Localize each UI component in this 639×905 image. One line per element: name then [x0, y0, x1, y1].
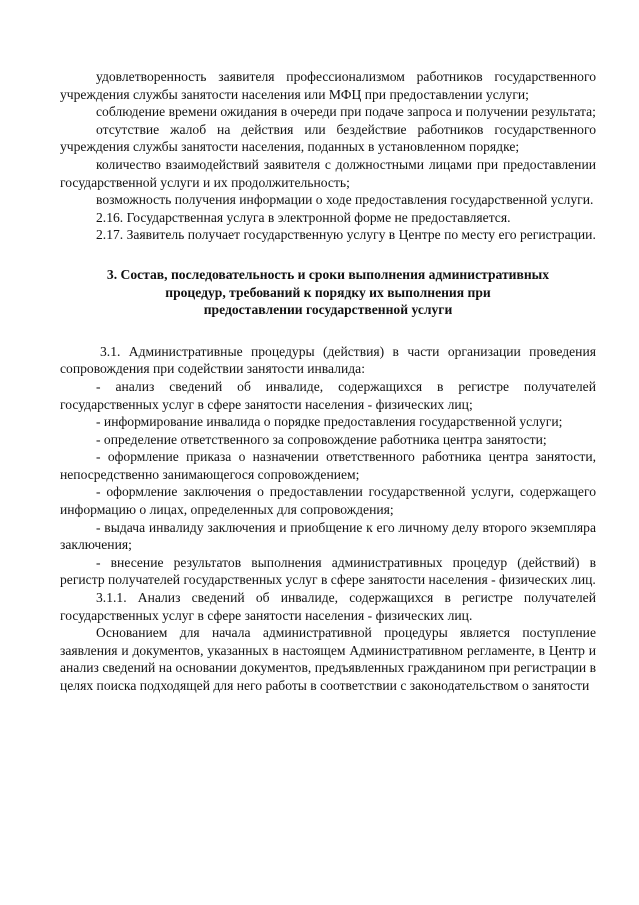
paragraph: соблюдение времени ожидания в очереди при подаче запроса и получении результата;	[96, 104, 596, 120]
paragraph-2-17: 2.17. Заявитель получает государственную услугу в Центре по месту его регистрации.	[96, 227, 596, 243]
list-item: - информирование инвалида о порядке предоставления государственной услуги;	[96, 414, 563, 430]
paragraph-3-1: 3.1. Административные процедуры (действия) в части организации проведения сопровождения при содействии занятости инвалида:	[60, 343, 596, 377]
list-item: - выдача инвалиду заключения и приобщение к его личному делу второго экземпляра заключения;	[60, 519, 596, 553]
document-page	[60, 68, 596, 695]
section-heading-line: предоставлении государственной услуги	[203, 302, 453, 318]
list-item: - анализ сведений об инвалиде, содержащихся в регистре получателей государственных услуг в сфере занятости населения - физических лиц;	[60, 378, 596, 412]
paragraph-3-1-1: 3.1.1. Анализ сведений об инвалиде, содержащихся в регистре получателей государственных услуг в сфере занятости населения - физических лиц.	[60, 590, 596, 623]
paragraph: возможность получения информации о ходе предоставления государственной услуги.	[96, 192, 594, 208]
list-item: - внесение результатов выполнения административных процедур (действий) в регистр получателей государственных услуг в сфере занятости населения - физических лиц.	[60, 554, 596, 588]
paragraph: Основанием для начала административной процедуры является поступление заявления и документов, указанных в настоящем Административном регламенте, в Центр и анализ сведений на основании документов, предъявленных гражданином при регистрации в целях поиска подходящей для него работы в соответствии с законодательством о занятости	[60, 625, 596, 693]
paragraph: отсутствие жалоб на действия или бездействие работников государственного учреждения службы занятости населения, поданных в установленном порядке;	[60, 121, 596, 155]
list-item: - оформление заключения о предоставлении государственной услуги, содержащего информацию о лицах, определенных для сопровождения;	[60, 484, 596, 518]
paragraph: удовлетворенность заявителя профессионализмом работников государственного учреждения службы занятости населения или МФЦ при предоставлении услуги;	[60, 69, 596, 102]
paragraph-2-16: 2.16. Государственная услуга в электронной форме не предоставляется.	[96, 209, 511, 225]
list-item: - определение ответственного за сопровождение работника центра занятости;	[96, 431, 547, 447]
paragraph: количество взаимодействий заявителя с должностными лицами при предоставлении государственной услуги и их продолжительность;	[60, 156, 596, 190]
section-heading-line: 3. Состав, последовательность и сроки выполнения административных	[106, 266, 550, 282]
section-heading-line: процедур, требований к порядку их выполнения при	[165, 284, 491, 300]
section-heading	[60, 266, 596, 319]
list-item: - оформление приказа о назначении ответственного работника центра занятости, непосредственно занимающегося сопровождением;	[60, 449, 596, 482]
